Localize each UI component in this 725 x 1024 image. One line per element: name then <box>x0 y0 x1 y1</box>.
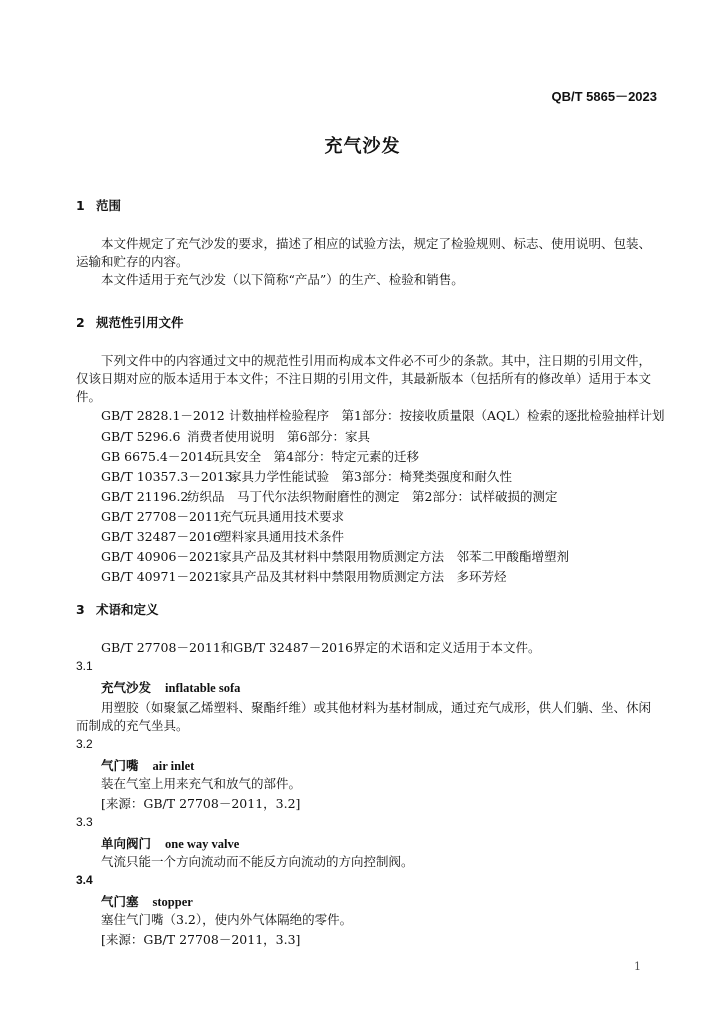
reference-title: 家具力学性能试验 第3部分：椅凳类强度和耐久性 <box>229 469 512 484</box>
reference-title: 家具产品及其材料中禁限用物质测定方法 多环芳烃 <box>219 569 507 584</box>
reference-title: 消费者使用说明 第6部分：家具 <box>187 429 370 444</box>
document-title: 充气沙发 <box>324 136 401 157</box>
reference-item <box>101 487 557 505</box>
term-source: [来源：GB/T 27708－2011，3.2] <box>101 796 301 811</box>
reference-code: GB/T 5296.6 <box>101 429 181 444</box>
section-1-heading <box>76 196 121 214</box>
reference-title: 玩具安全 第4部分：特定元素的迁移 <box>211 449 419 464</box>
reference-title: 充气玩具通用技术要求 <box>219 509 345 524</box>
term-english: one way valve <box>165 837 240 851</box>
term-chinese: 气门嘴 <box>101 758 139 773</box>
reference-title: 塑料家具通用技术条件 <box>219 529 345 544</box>
section-1-title: 范围 <box>96 198 122 213</box>
term-heading <box>101 756 194 774</box>
term-number: 3.4 <box>76 873 93 887</box>
reference-code: GB/T 27708－2011 <box>101 509 221 524</box>
section-2-paragraph-1: 下列文件中的内容通过文中的规范性引用而构成本文件必不可少的条款。其中，注日期的引用文件，仅该日期对应的版本适用于本文件；不注日期的引用文件，其最新版本（包括所有的修改单）适用于本文件。 <box>76 353 652 404</box>
reference-item <box>101 406 665 424</box>
reference-item <box>101 467 512 485</box>
section-3-title: 术语和定义 <box>96 602 159 617</box>
standard-code: QB/T 5865－2023 <box>551 89 657 104</box>
term-heading <box>101 834 239 852</box>
term-chinese: 气门塞 <box>101 894 139 909</box>
section-3-intro: GB/T 27708－2011和GB/T 32487－2016界定的术语和定义适用于本文件。 <box>101 640 541 655</box>
section-1-paragraph-2: 本文件适用于充气沙发（以下简称“产品”）的生产、检验和销售。 <box>101 272 464 287</box>
section-3-number: 3 <box>76 602 85 617</box>
reference-item <box>101 567 507 585</box>
term-heading <box>101 678 240 696</box>
reference-code: GB/T 2828.1－2012 <box>101 408 225 423</box>
term-definition: 装在气室上用来充气和放气的部件。 <box>101 776 302 791</box>
term-chinese: 单向阀门 <box>101 836 152 851</box>
reference-code: GB/T 40971－2021 <box>101 569 221 584</box>
section-2-title: 规范性引用文件 <box>96 315 184 330</box>
reference-code: GB/T 21196.2 <box>101 489 189 504</box>
reference-code: GB/T 10357.3－2013 <box>101 469 233 484</box>
term-heading <box>101 892 193 910</box>
term-english: stopper <box>152 895 193 909</box>
term-number: 3.3 <box>76 815 93 829</box>
section-2-heading <box>76 313 184 331</box>
reference-code: GB 6675.4－2014 <box>101 449 213 464</box>
term-definition: 气流只能一个方向流动而不能反方向流动的方向控制阀。 <box>101 854 414 869</box>
section-1-number: 1 <box>76 198 85 213</box>
reference-title: 纺织品 马丁代尔法织物耐磨性的测定 第2部分：试样破损的测定 <box>187 489 558 504</box>
section-1-paragraph-1: 本文件规定了充气沙发的要求，描述了相应的试验方法，规定了检验规则、标志、使用说明、包装、运输和贮存的内容。 <box>76 236 652 269</box>
reference-item <box>101 527 344 545</box>
section-3-heading <box>76 600 159 618</box>
reference-item <box>101 507 344 525</box>
term-number: 3.2 <box>76 737 93 751</box>
term-source: [来源：GB/T 27708－2011，3.3] <box>101 932 301 947</box>
reference-title: 计数抽样检验程序 第1部分：按接收质量限（AQL）检索的逐批检验抽样计划 <box>229 408 665 423</box>
term-english: inflatable sofa <box>165 681 241 695</box>
term-chinese: 充气沙发 <box>101 680 152 695</box>
reference-title: 家具产品及其材料中禁限用物质测定方法 邻苯二甲酸酯增塑剂 <box>219 549 570 564</box>
term-number: 3.1 <box>76 659 93 673</box>
section-2-number: 2 <box>76 315 85 330</box>
term-definition: 塞住气门嘴（3.2），使内外气体隔绝的零件。 <box>101 912 353 927</box>
reference-code: GB/T 32487－2016 <box>101 529 221 544</box>
term-definition: 用塑胶（如聚氯乙烯塑料、聚酯纤维）或其他材料为基材制成，通过充气成形，供人们躺、坐、休闲而制成的充气坐具。 <box>76 700 652 733</box>
reference-item <box>101 447 419 465</box>
reference-item <box>101 427 370 445</box>
term-english: air inlet <box>152 759 195 773</box>
reference-code: GB/T 40906－2021 <box>101 549 221 564</box>
page-number: 1 <box>634 960 641 973</box>
reference-item <box>101 547 569 565</box>
